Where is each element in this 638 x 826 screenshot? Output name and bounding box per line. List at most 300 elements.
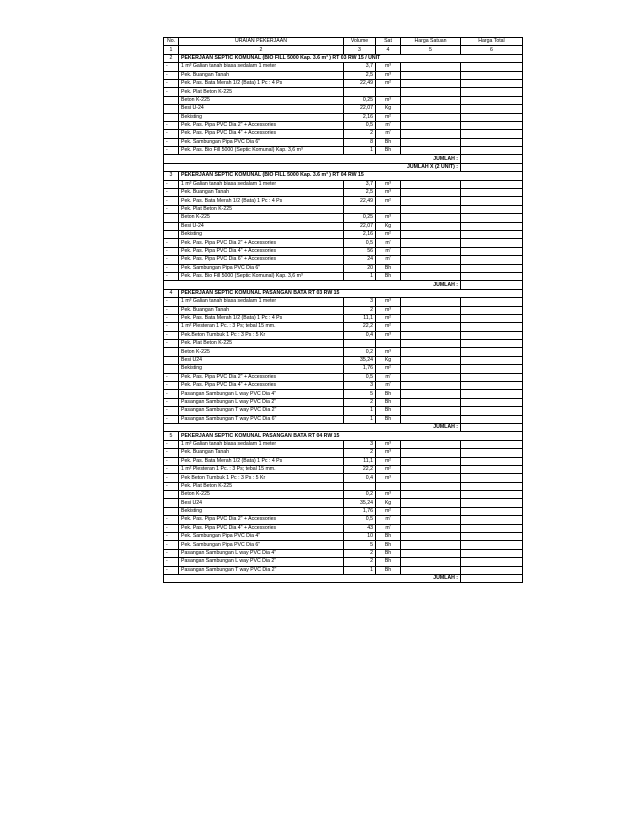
row-total-price [461, 482, 523, 490]
row-total-price [461, 264, 523, 272]
row-total-price [461, 79, 523, 87]
column-number-row [164, 46, 523, 54]
table-row [164, 147, 523, 155]
row-unit-price [401, 298, 461, 306]
header-unit-price: Harga Satuan [401, 38, 461, 46]
section-header-row [164, 432, 523, 440]
total-value [461, 163, 523, 171]
row-unit-price [401, 180, 461, 188]
row-volume: 1 [344, 272, 376, 280]
row-volume: 2 [344, 306, 376, 314]
row-total-price [461, 331, 523, 339]
row-unit: Bh [376, 566, 401, 574]
table-row [164, 541, 523, 549]
row-description: Pek. Pas. Bata Merah 1/2 (Bata) 1 Pc : 4 Ps [179, 79, 344, 87]
row-unit: Bh [376, 138, 401, 146]
section-title: PEKERJAAN SEPTIC KOMUNAL (BIO FILL 5000 Kap. 3.6 m³ ) RT 03 RW 15 / UNIT [179, 54, 523, 62]
table-row [164, 256, 523, 264]
row-volume: 1 [344, 566, 376, 574]
table-row [164, 356, 523, 364]
table-row [164, 130, 523, 138]
row-unit-price [401, 440, 461, 448]
section-header-row [164, 54, 523, 62]
row-unit: m³ [376, 491, 401, 499]
column-number: 6 [461, 46, 523, 54]
row-unit: m² [376, 457, 401, 465]
row-bullet: - [164, 189, 179, 197]
row-bullet: - [164, 549, 179, 557]
row-unit: m² [376, 465, 401, 473]
row-total-price [461, 390, 523, 398]
row-description: Pek. Plat Beton K-225 [179, 340, 344, 348]
row-volume: 3 [344, 440, 376, 448]
row-unit-price [401, 306, 461, 314]
row-volume: 1,76 [344, 507, 376, 515]
row-total-price [461, 130, 523, 138]
row-unit: Kg [376, 222, 401, 230]
row-total-price [461, 407, 523, 415]
row-bullet: - [164, 88, 179, 96]
row-volume: 8 [344, 138, 376, 146]
row-unit: m² [376, 230, 401, 238]
row-volume: 5 [344, 541, 376, 549]
row-unit-price [401, 71, 461, 79]
row-description: 1 m² Plesteran 1 Pc. : 3 Ps; tebal 15 mm. [179, 465, 344, 473]
row-bullet [164, 214, 179, 222]
row-bullet: - [164, 63, 179, 71]
table-row [164, 382, 523, 390]
row-unit: m' [376, 516, 401, 524]
row-bullet [164, 230, 179, 238]
total-label: JUMLAH : [164, 281, 461, 289]
row-unit [376, 340, 401, 348]
row-bullet: - [164, 130, 179, 138]
row-unit-price [401, 264, 461, 272]
total-label: JUMLAH : [164, 575, 461, 583]
row-total-price [461, 474, 523, 482]
row-total-price [461, 222, 523, 230]
row-volume: 10 [344, 533, 376, 541]
row-description: Bekisting [179, 113, 344, 121]
row-unit: m' [376, 256, 401, 264]
row-volume [344, 88, 376, 96]
total-value [461, 281, 523, 289]
row-bullet: - [164, 566, 179, 574]
row-total-price [461, 524, 523, 532]
row-total-price [461, 440, 523, 448]
table-row [164, 398, 523, 406]
table-row [164, 298, 523, 306]
row-description: Pek. Buangan Tanah [179, 71, 344, 79]
row-total-price [461, 272, 523, 280]
total-value [461, 423, 523, 431]
row-volume [344, 340, 376, 348]
row-description: Pasangan Sambungan L way PVC Dia 2" [179, 398, 344, 406]
table-row [164, 79, 523, 87]
row-description: Pek. Buangan Tanah [179, 189, 344, 197]
row-volume: 3,7 [344, 180, 376, 188]
table-row [164, 449, 523, 457]
row-unit-price [401, 130, 461, 138]
row-total-price [461, 499, 523, 507]
total-row [164, 281, 523, 289]
header-no: No. [164, 38, 179, 46]
row-total-price [461, 457, 523, 465]
row-bullet: - [164, 323, 179, 331]
row-unit-price [401, 507, 461, 515]
row-description: Pek. Pas. Pipa PVC Dia 4" + Accessories [179, 524, 344, 532]
row-total-price [461, 566, 523, 574]
row-description: Pek. Pas. Pipa PVC Dia 4" + Accessories [179, 382, 344, 390]
row-bullet [164, 113, 179, 121]
row-total-price [461, 230, 523, 238]
table-row [164, 348, 523, 356]
section-title: PEKERJAAN SEPTIC KOMUNAL PASANGAN BATA RT 03 RW 15 [179, 289, 523, 297]
row-volume: 0,4 [344, 331, 376, 339]
table-row [164, 214, 523, 222]
row-description: Bekisting [179, 230, 344, 238]
row-unit: m² [376, 507, 401, 515]
row-volume: 2,5 [344, 71, 376, 79]
column-number: 3 [344, 46, 376, 54]
table-row [164, 474, 523, 482]
row-volume: 1 [344, 407, 376, 415]
row-unit: m' [376, 247, 401, 255]
row-bullet: - [164, 272, 179, 280]
row-unit: Bh [376, 558, 401, 566]
row-unit-price [401, 147, 461, 155]
row-unit: Bh [376, 264, 401, 272]
row-bullet: - [164, 415, 179, 423]
row-volume: 3,7 [344, 63, 376, 71]
row-total-price [461, 239, 523, 247]
row-total-price [461, 88, 523, 96]
table-row [164, 272, 523, 280]
row-unit-price [401, 96, 461, 104]
column-number: 2 [179, 46, 344, 54]
total-label: JUMLAH : [164, 155, 461, 163]
row-unit: m³ [376, 306, 401, 314]
row-description: Pek. Pas. Bata Merah 1/2 (Bata) 1 Pc : 4 Ps [179, 457, 344, 465]
row-unit-price [401, 407, 461, 415]
row-bullet: - [164, 205, 179, 213]
total-label: JUMLAH X (2 UNIT) : [164, 163, 461, 171]
header-row [164, 38, 523, 46]
boq-sheet [163, 37, 523, 583]
row-description: Pek. Pas. Pipa PVC Dia 6" + Accessories [179, 256, 344, 264]
table-row [164, 239, 523, 247]
row-volume [344, 482, 376, 490]
row-unit-price [401, 88, 461, 96]
row-total-price [461, 516, 523, 524]
row-bullet: - [164, 239, 179, 247]
row-unit-price [401, 205, 461, 213]
table-row [164, 407, 523, 415]
table-row [164, 96, 523, 104]
row-unit: m² [376, 314, 401, 322]
section-number: 3 [164, 172, 179, 180]
row-description: Beton K-225 [179, 214, 344, 222]
row-description: 1 m³ Galian tanah biasa sedalam 1 meter [179, 298, 344, 306]
row-bullet: - [164, 398, 179, 406]
table-row [164, 415, 523, 423]
row-unit-price [401, 415, 461, 423]
row-bullet [164, 96, 179, 104]
row-bullet: - [164, 482, 179, 490]
row-unit [376, 88, 401, 96]
row-unit [376, 482, 401, 490]
row-volume: 1 [344, 415, 376, 423]
table-row [164, 558, 523, 566]
row-unit-price [401, 105, 461, 113]
row-unit-price [401, 533, 461, 541]
row-description: Beton K-225 [179, 491, 344, 499]
row-unit-price [401, 398, 461, 406]
row-unit: m' [376, 373, 401, 381]
boq-body [164, 54, 523, 583]
row-unit [376, 205, 401, 213]
row-volume: 3 [344, 298, 376, 306]
total-row [164, 575, 523, 583]
row-total-price [461, 382, 523, 390]
total-row [164, 155, 523, 163]
row-description: 1 m³ Galian tanah biasa sedalam 1 meter [179, 440, 344, 448]
row-unit-price [401, 230, 461, 238]
table-row [164, 365, 523, 373]
row-description: 1 m³ Galian tanah biasa sedalam 1 meter [179, 180, 344, 188]
row-bullet: - [164, 147, 179, 155]
row-description: Pasangan Sambungan L way PVC Dia 2" [179, 558, 344, 566]
total-value [461, 575, 523, 583]
row-volume: 0,5 [344, 516, 376, 524]
row-unit: Kg [376, 105, 401, 113]
row-unit: Bh [376, 272, 401, 280]
row-volume: 22,49 [344, 79, 376, 87]
row-unit-price [401, 189, 461, 197]
row-bullet: - [164, 373, 179, 381]
row-unit: Bh [376, 533, 401, 541]
row-bullet: - [164, 331, 179, 339]
row-volume: 2 [344, 549, 376, 557]
row-total-price [461, 63, 523, 71]
table-row [164, 566, 523, 574]
row-unit-price [401, 256, 461, 264]
row-bullet: - [164, 465, 179, 473]
row-description: Pek Beton Tumbuk 1 Pc : 3 Ps : 5 Kr [179, 474, 344, 482]
row-description: Pek. Plat Beton K-225 [179, 88, 344, 96]
table-row [164, 247, 523, 255]
row-bullet [164, 105, 179, 113]
row-description: Pek. Sambungan Pipa PVC Dia 4" [179, 533, 344, 541]
row-bullet: - [164, 180, 179, 188]
row-unit: m' [376, 239, 401, 247]
row-unit-price [401, 340, 461, 348]
row-bullet: - [164, 247, 179, 255]
row-unit-price [401, 239, 461, 247]
row-unit: m³ [376, 71, 401, 79]
row-unit-price [401, 457, 461, 465]
row-description: Pek. Buangan Tanah [179, 449, 344, 457]
row-description: Pek. Pas. Pipa PVC Dia 2" + Accessories [179, 516, 344, 524]
table-row [164, 340, 523, 348]
row-description: Pek. Pas. Pipa PVC Dia 4" + Accessories [179, 130, 344, 138]
table-row [164, 138, 523, 146]
section-header-row [164, 172, 523, 180]
row-volume: 35,24 [344, 356, 376, 364]
row-bullet: - [164, 541, 179, 549]
table-row [164, 63, 523, 71]
row-unit-price [401, 382, 461, 390]
row-total-price [461, 348, 523, 356]
column-number: 5 [401, 46, 461, 54]
total-row [164, 163, 523, 171]
row-unit: Kg [376, 499, 401, 507]
row-description: Besi U-24 [179, 105, 344, 113]
row-bullet [164, 499, 179, 507]
row-description: Pasangan Sambungan T way PVC Dia 2" [179, 566, 344, 574]
row-unit: m² [376, 365, 401, 373]
table-row [164, 264, 523, 272]
row-bullet [164, 507, 179, 515]
row-description: Beton K-225 [179, 96, 344, 104]
section-number: 2 [164, 54, 179, 62]
row-volume: 56 [344, 247, 376, 255]
row-description: Pek. Pas. Pipa PVC Dia 2" + Accessories [179, 239, 344, 247]
row-bullet: - [164, 516, 179, 524]
row-bullet: - [164, 121, 179, 129]
row-description: Pek. Plat Beton K-225 [179, 205, 344, 213]
row-unit-price [401, 348, 461, 356]
row-bullet: - [164, 524, 179, 532]
row-description: Pasangan Sambungan L way PVC Dia 4" [179, 390, 344, 398]
table-row [164, 197, 523, 205]
row-total-price [461, 197, 523, 205]
row-unit-price [401, 272, 461, 280]
row-unit-price [401, 524, 461, 532]
row-unit: m³ [376, 474, 401, 482]
row-unit: m² [376, 323, 401, 331]
row-total-price [461, 147, 523, 155]
row-volume: 0,4 [344, 474, 376, 482]
row-unit-price [401, 390, 461, 398]
row-unit: m² [376, 113, 401, 121]
table-row [164, 482, 523, 490]
column-number: 1 [164, 46, 179, 54]
row-unit: m³ [376, 348, 401, 356]
table-row [164, 222, 523, 230]
row-bullet: - [164, 440, 179, 448]
total-label: JUMLAH : [164, 423, 461, 431]
row-unit: m³ [376, 180, 401, 188]
table-row [164, 373, 523, 381]
row-total-price [461, 121, 523, 129]
row-unit: m³ [376, 298, 401, 306]
row-bullet: - [164, 558, 179, 566]
row-description: Besi U-24 [179, 222, 344, 230]
table-row [164, 549, 523, 557]
row-unit: m³ [376, 214, 401, 222]
row-volume: 2,5 [344, 189, 376, 197]
table-row [164, 524, 523, 532]
table-row [164, 457, 523, 465]
row-total-price [461, 105, 523, 113]
row-total-price [461, 323, 523, 331]
row-description: Pek. Pas. Pipa PVC Dia 4" + Accessories [179, 247, 344, 255]
row-unit: Bh [376, 415, 401, 423]
row-total-price [461, 189, 523, 197]
row-bullet: - [164, 138, 179, 146]
row-bullet: - [164, 390, 179, 398]
table-row [164, 306, 523, 314]
row-volume: 22,2 [344, 323, 376, 331]
row-unit-price [401, 138, 461, 146]
section-header-row [164, 289, 523, 297]
table-row [164, 491, 523, 499]
row-bullet: - [164, 298, 179, 306]
row-bullet [164, 365, 179, 373]
row-volume: 22,2 [344, 465, 376, 473]
table-row [164, 465, 523, 473]
table-row [164, 113, 523, 121]
table-row [164, 105, 523, 113]
row-unit-price [401, 373, 461, 381]
row-total-price [461, 96, 523, 104]
row-unit-price [401, 365, 461, 373]
column-number: 4 [376, 46, 401, 54]
row-volume: 35,24 [344, 499, 376, 507]
row-unit: Bh [376, 398, 401, 406]
row-description: Pek. Buangan Tanah [179, 306, 344, 314]
row-description: Besi U24 [179, 499, 344, 507]
row-total-price [461, 449, 523, 457]
row-unit-price [401, 197, 461, 205]
row-volume: 11,1 [344, 457, 376, 465]
row-bullet: - [164, 474, 179, 482]
row-unit-price [401, 558, 461, 566]
row-unit: m' [376, 130, 401, 138]
boq-table [163, 37, 523, 583]
row-total-price [461, 373, 523, 381]
row-description: Pasangan Sambungan T way PVC Dia 6" [179, 415, 344, 423]
row-volume: 22,07 [344, 222, 376, 230]
row-description: Pek. Plat Beton K-225 [179, 482, 344, 490]
row-total-price [461, 256, 523, 264]
row-description: Pek. Sambungan Pipa PVC Dia 6" [179, 541, 344, 549]
row-bullet [164, 491, 179, 499]
row-unit: m' [376, 121, 401, 129]
row-total-price [461, 180, 523, 188]
row-unit-price [401, 482, 461, 490]
row-description: Pasangan Sambungan L way PVC Dia 4" [179, 549, 344, 557]
header-unit: Sat [376, 38, 401, 46]
row-volume: 24 [344, 256, 376, 264]
row-total-price [461, 541, 523, 549]
row-unit-price [401, 499, 461, 507]
row-unit-price [401, 491, 461, 499]
row-description: Pek. Sambungan Pipa PVC Dia 6" [179, 264, 344, 272]
row-unit: m³ [376, 331, 401, 339]
row-unit-price [401, 214, 461, 222]
section-title: PEKERJAAN SEPTIC KOMUNAL (BIO FILL 5000 Kap. 3.6 m³ ) RT 04 RW 15 [179, 172, 523, 180]
row-unit: Bh [376, 541, 401, 549]
section-number: 4 [164, 289, 179, 297]
row-total-price [461, 415, 523, 423]
table-row [164, 88, 523, 96]
row-total-price [461, 247, 523, 255]
row-bullet: - [164, 256, 179, 264]
section-number: 5 [164, 432, 179, 440]
row-unit: m' [376, 524, 401, 532]
